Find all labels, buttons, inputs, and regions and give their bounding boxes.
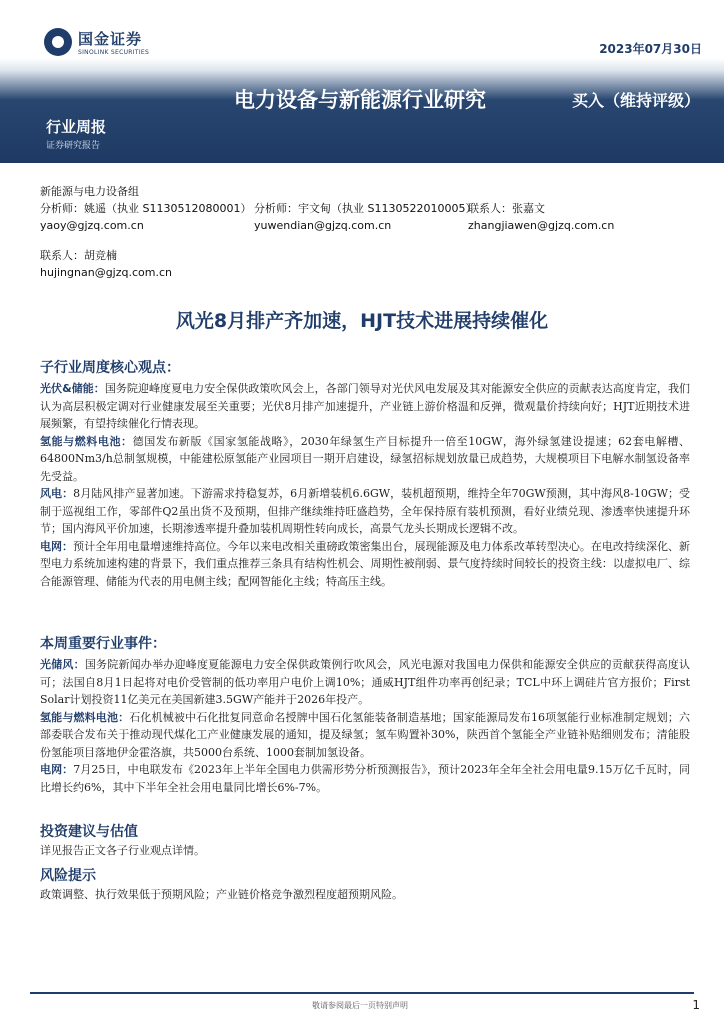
event-grid-lead: 电网： xyxy=(40,763,74,776)
contact-1: 联系人：张嘉文 xyxy=(468,202,545,215)
event-pv xyxy=(40,656,690,709)
risk-text: 政策调整、执行效果低于预期风险；产业链价格竞争激烈程度超预期风险。 xyxy=(40,888,403,901)
core-view-hydrogen-lead: 氢能与燃料电池： xyxy=(40,434,133,448)
analyst-2: 分析师：宇文甸（执业 S1130522010005） xyxy=(254,202,477,215)
core-view-pv xyxy=(40,380,690,433)
report-title: 电力设备与新能源行业研究 xyxy=(234,88,486,112)
author-block xyxy=(40,183,615,281)
event-grid xyxy=(40,761,690,796)
analyst-2-email[interactable]: yuwendian@gjzq.com.cn xyxy=(254,219,392,232)
invest-heading: 投资建议与估值 xyxy=(40,824,138,840)
footer-divider xyxy=(30,992,694,994)
footer-disclaimer[interactable]: 敬请参阅最后一页特别声明 xyxy=(312,1001,408,1010)
logo-mark-icon xyxy=(44,28,72,56)
logo-cn-text: 国金证券 xyxy=(78,30,143,48)
company-logo xyxy=(44,28,149,56)
report-category: 行业周报 xyxy=(46,118,107,136)
risk-heading: 风险提示 xyxy=(40,868,96,884)
event-pv-text: 国务院新闻办举办迎峰度夏能源电力安全保供政策例行吹风会，风光电源对我国电力保供和能源安全供应的贡献获得高度认可；法国自8月1日起将对电价受管制的低功率用户电价上调10%；通威HJT组件功率再创纪录；TCL中环上调硅片官方报价；First Solar计划投资11亿美元在美国新建3.5GW产能并于2026年投产。 xyxy=(40,658,690,706)
event-grid-text: 7月25日，中电联发布《2023年上半年全国电力供需形势分析预测报告》，预计2023年全年全社会用电量9.15万亿千瓦时，同比增长约6%，其中下半年全社会用电量同比增长6%-7%。 xyxy=(40,763,690,794)
event-hydrogen-text: 石化机械被中石化批复同意命名授牌中国石化氢能装备制造基地；国家能源局发布16项氢能行业标准制定规划；六部委联合发布关于推动现代煤化工产业健康发展的通知，提及绿氢；氢车购置补30%，陕西首个氢能全产业链补贴细则发布；清能股份氢能项目落地伊金霍洛旗，共5000台系统、1000套制加氢设备。 xyxy=(40,710,690,759)
analyst-1: 分析师：姚遥（执业 S1130512080001） xyxy=(40,202,252,215)
invest-text: 详见报告正文各子行业观点详情。 xyxy=(40,844,205,857)
main-title: 风光8月排产齐加速，HJT技术进展持续催化 xyxy=(175,310,549,332)
report-header xyxy=(0,0,724,163)
core-view-hydrogen xyxy=(40,433,690,486)
analyst-group: 新能源与电力设备组 xyxy=(40,185,139,198)
core-view-grid-lead: 电网： xyxy=(40,539,74,553)
core-view-wind-text: 8月陆风排产显著加速。下游需求持稳复苏，6月新增装机6.6GW，装机超预期，维持全年70GW预测，其中海风8-10GW；受制于巡视组工作，零部件Q2虽出货不及预期，但排产继续维持旺盛趋势，全年保持原有装机预测，看好业绩兑现、渗透率快速提升环节；国内海风平价加速，长期渗透率提升叠加装机周期性转向成长，高景气龙头长期成长逻辑不改。 xyxy=(40,487,690,535)
core-views-heading: 子行业周度核心观点： xyxy=(40,360,180,376)
core-view-grid xyxy=(40,538,690,591)
core-view-hydrogen-text: 德国发布新版《国家氢能战略》，2030年绿氢生产目标提升一倍至10GW，海外绿氢建设提速；62套电解槽、64800Nm3/h总制氢规模，中能建松原氢能产业园项目一期开启建设，绿氢招标规划放量已成趋势，大规模项目下电解水制氢设备率先受益。 xyxy=(40,434,690,483)
events-section xyxy=(40,634,690,796)
contact-1-email[interactable]: zhangjiawen@gjzq.com.cn xyxy=(468,219,615,232)
events-heading: 本周重要行业事件： xyxy=(40,636,166,652)
core-view-grid-text: 预计全年用电量增速维持高位。今年以来电改相关重磅政策密集出台，展现能源及电力体系改革转型决心。在电改持续深化、新型电力系统加速构建的背景下，我们重点推荐三条具有结构性机会、周期性被削弱、景气度持续时间较长的投资主线：以虚拟电厂、综合能源管理、储能为代表的用电侧主线；配网智能化主线；特高压主线。 xyxy=(40,539,691,588)
contact-2-email[interactable]: hujingnan@gjzq.com.cn xyxy=(40,266,172,279)
core-view-wind xyxy=(40,485,690,538)
rating-badge: 买入（维持评级） xyxy=(572,91,701,110)
analyst-1-email[interactable]: yaoy@gjzq.com.cn xyxy=(40,219,144,232)
logo-en-text: SINOLINK SECURITIES xyxy=(78,49,150,56)
report-date: 2023年07月30日 xyxy=(599,42,702,56)
contact-2: 联系人：胡竞楠 xyxy=(40,249,117,262)
page-number: 1 xyxy=(692,998,700,1012)
core-view-pv-lead: 光伏&储能： xyxy=(40,382,105,395)
risk-section xyxy=(40,866,690,904)
core-view-wind-lead: 风电： xyxy=(40,487,74,500)
core-view-pv-text: 国务院迎峰度夏电力安全保供政策吹风会上，各部门领导对光伏风电发展及其对能源安全供应的贡献表达高度肯定，我们认为高层积极定调对行业健康发展至关重要；光伏8月排产加速提升，产业链上游价格温和反弹，微观量价持续向好；HJT近期技术进展频繁，有望持续催化行情表现。 xyxy=(40,382,690,430)
event-pv-lead: 光储风： xyxy=(40,658,85,671)
event-hydrogen-lead: 氢能与燃料电池： xyxy=(40,710,130,724)
event-hydrogen xyxy=(40,709,690,762)
report-type: 证券研究报告 xyxy=(46,141,101,151)
invest-section xyxy=(40,822,690,860)
core-views-section xyxy=(40,358,690,590)
